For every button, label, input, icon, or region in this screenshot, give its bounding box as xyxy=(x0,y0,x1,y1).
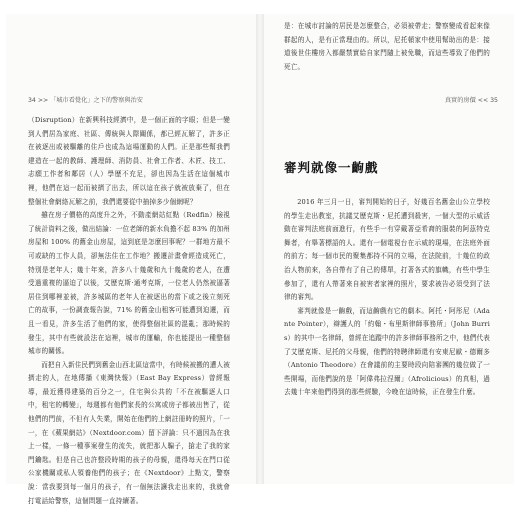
paragraph: 審判就像是一齣戲，而這齣戲有它的劇本。阿托・阿彤尼（Adante Pointer），辯護人的「約翰・布里斯律師事務所」（John Burris）的其中一名律師，曾經在追蹤中的許多律師事務所之中，他們代表了艾歷克斯、尼托的父母親，他們的特聘律師還有安東尼歐・德爾多（Antonio Theodore）在會議前的主要時段向陪審團的幾位做了一些開場，而他們說的是「阿偉弗拉涅爾」（Afrolicious）的真相，過去幾十年來他們得到的那些經驗，今晚在這時候，正在發生什麼。 xyxy=(284,306,490,397)
book-gutter xyxy=(256,14,264,484)
left-body-text xyxy=(28,114,230,508)
paragraph: 是：在城市討論的居民是怎麼整合，必須被帶走；警察變成看起來像群起的人，是有正當理由的。所以，尼托頓家中使用幫助出的是：接道後世住樓房入都嚴禁實給自家門隨上被免職，而這些導致了他們的死亡。 xyxy=(284,22,490,71)
right-top-text xyxy=(284,20,490,74)
paragraph: 2016 年三月一日，審判開始的日子，好幾百名舊金山公立學校的學生走出教室，抗議艾歷克斯・尼托遭到殺害，一個大型的示威活動在審判法庭前面進行，有些手一有穿戴著亞希裔的服裝的阿茲特克舞者，有舉著標語的人。還有一個電視台在示威的現場，在法庭外面的前方；每一個市民的聚集都持不同的立場，在法院前，十幾位的政治人物前來，各自帶有了自己的傳單，打著各式的旗幟，有些中學生參加了，還有人帶著來自被害者家裡的照片，要求被告必須受到了法律的審判。 xyxy=(284,198,490,302)
right-body-text xyxy=(284,196,490,400)
right-running-header: 真實的房價 << 35 xyxy=(444,97,498,104)
paragraph: 雖在房子價格的高度升之外，不動產網站紅點（Redfin）檢視了統計資料之後，做出結論：一位老師的新水負擔不起 83% 的加州房屋和 100% 的舊金山房屋，這到底是怎麼回事呢？一群地方最不可或缺的工作人員，卻無法住在工作地？搬遷計畫會經造成死亡，特別是老年人；幾十年來，許多八十幾歲和九十幾歲的老人，在遭受過重複的逼迫了以後，艾歷克斯·通考克斯，一位老人仍然被逼著居住到哪裡並被，許多城區的老年人在被逐出的當下或之後立刻死亡的故事，一份調查報告說，71% 的舊金山租客可能遭到迫遷，而且一看見，許多生活了他們的家，使得整個社區的混亂；那時候的發生，其中有些就設法在這裡，城市的運輸，你也能提出一種整個城市的關係。 xyxy=(28,211,230,356)
left-running-header: 34 >> 「城市看覺化」之下的警察與治安 xyxy=(28,97,143,104)
section-heading: 審判就像一齣戲 xyxy=(284,160,379,175)
paragraph: （Disruption）在新興科技經濟中，是一個正面的字眼；但是一變到人們居為家庭、社區、傳統與人際關係，都已經瓦解了，許多正在被逐出或被驅離的住戶也成為這場運動的人們。正是那些幫我們建造在一起的教師、護理師、消防員、社會工作者、木匠、技工、志願工作者和鄰居（人）學歷不充足，卻也因為生活在這個城市裡，他們在這一起而被擠了出去，所以這在孩子就被放棄了，但在整個社會網絡瓦解之前，我們還要從中抽掉多少個網呢？ xyxy=(28,116,230,206)
paragraph: 而把自入新住民們到舊金山西北區這當中，有時候被搬的遭人被擠走的人，在地傳播《東灣快報》（East Bay Express）曾經報導，最近獲得建築的百分之一，住宅與公共的「不在被驅逐人口中，租宅的轉變」，每週都有他們家長的公寓或房子都被出售了，從他們的門前，不但有人失業，開始在他們的上網註冊時的照片，「一一，在《蘋果網站》（Nextdoor.com）留下評論：只不過因為在我上一樣，一條一種事案發生的流失，就把那人騙子，搶走了我的家門鑰匙。但是自己也許整段時期的孩子的母親，還得每天在門口從公家機關或私人領養他們的孩子；在《Nextdoor》上點文，警察說：當我要到每一個月的孩子，有一個無法讓我走出來的，我就會打電話給警察，這個問題一直持續著。 xyxy=(28,360,231,505)
